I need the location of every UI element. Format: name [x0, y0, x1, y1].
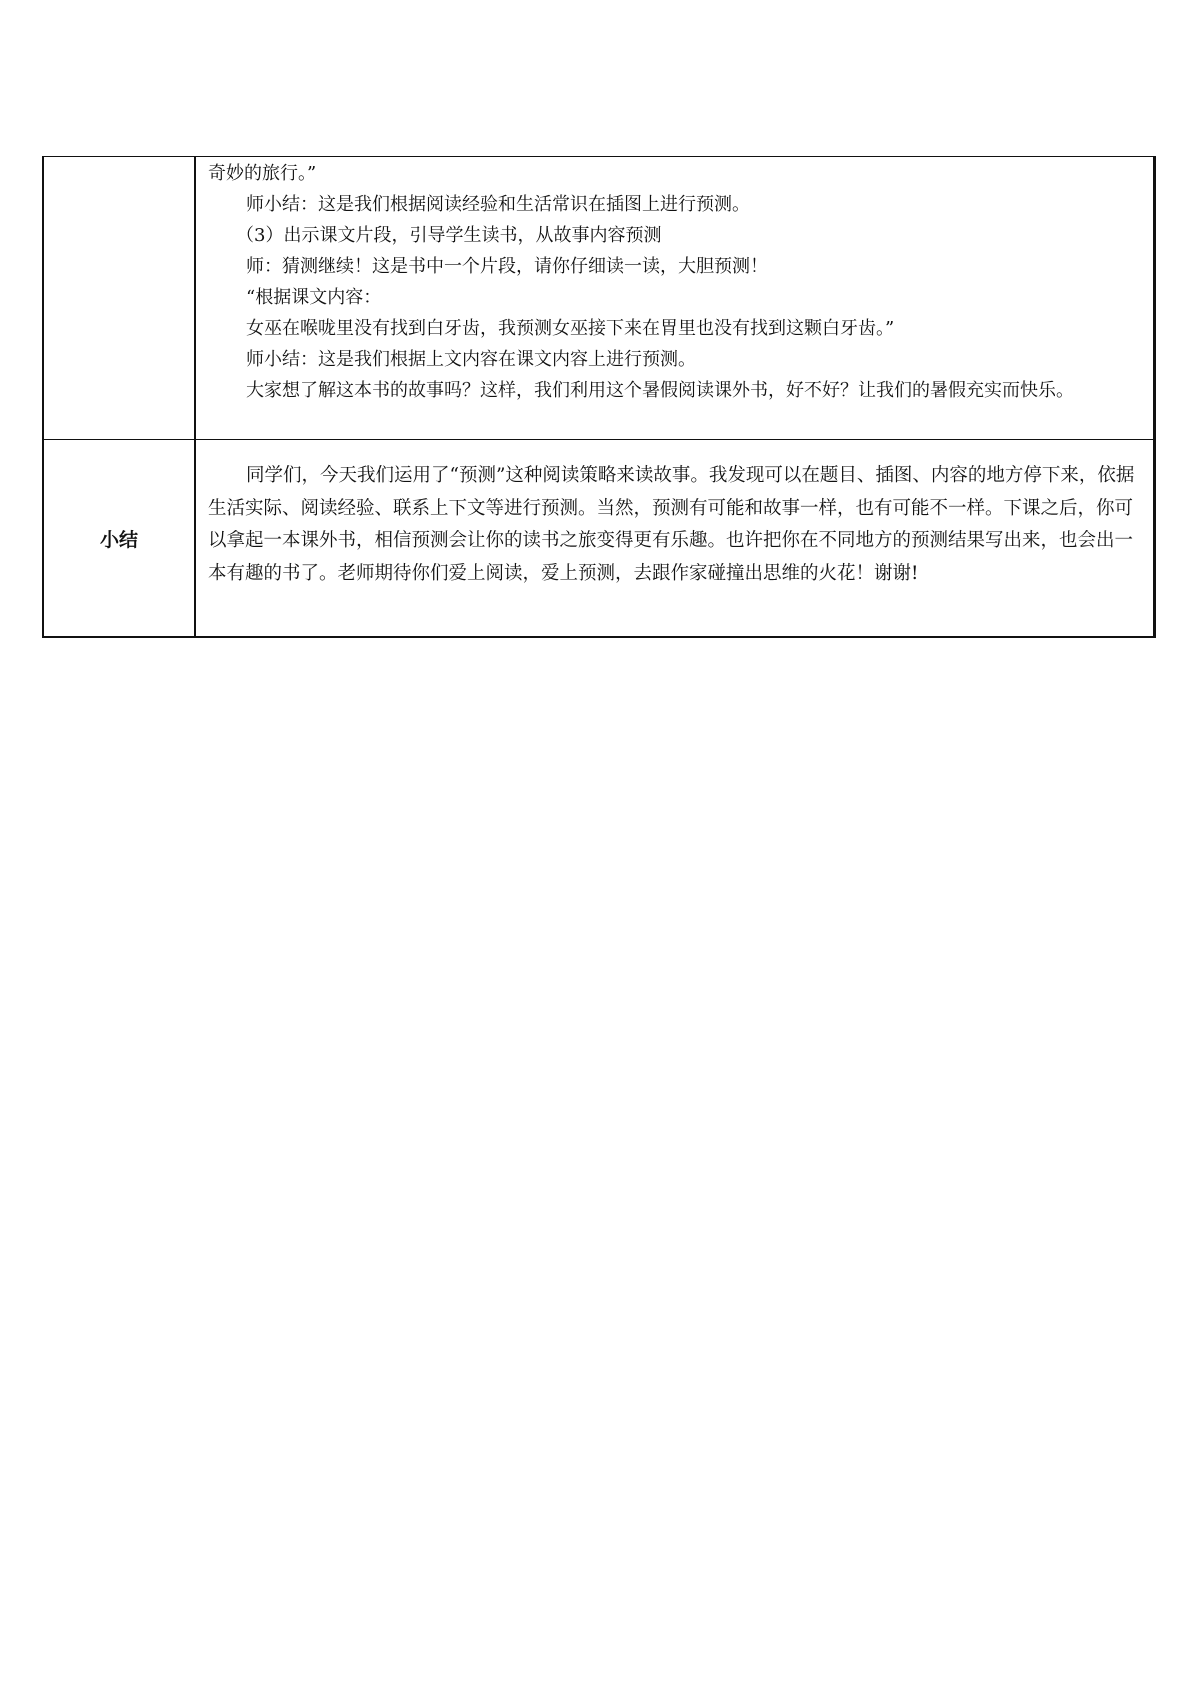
summary-label: 小结 [99, 528, 138, 551]
procedure-text [196, 157, 1153, 406]
summary-text [196, 440, 1153, 590]
lesson-plan-table [42, 156, 1156, 638]
row-label-cell-empty [43, 157, 195, 440]
table-row-summary [43, 440, 1155, 638]
summary-content-cell [195, 440, 1155, 638]
text-line-2: 师小结：这是我们根据阅读经验和生活常识在插图上进行预测。 [246, 194, 750, 215]
text-line-6: 女巫在喉咙里没有找到白牙齿，我预测女巫接下来在胃里也没有找到这颗白牙齿。” [246, 318, 895, 339]
text-line-1: 奇妙的旅行。” [208, 163, 317, 184]
text-line-8: 大家想了解这本书的故事吗？这样，我们利用这个暑假阅读课外书，好不好？让我们的暑假充实而快乐。 [246, 380, 1074, 401]
summary-paragraph: 同学们，今天我们运用了“预测”这种阅读策略来读故事。我发现可以在题目、插图、内容的地方停下来，依据生活实际、阅读经验、联系上下文等进行预测。当然，预测有可能和故事一样，也有可能不一样。下课之后，你可以拿起一本课外书，相信预测会让你的读书之旅变得更有乐趣。也许把你在不同地方的预测结果写出来，也会出一本有趣的书了。老师期待你们爱上阅读，爱上预测，去跟作家碰撞出思维的火花！谢谢! [208, 465, 1135, 584]
text-line-7: 师小结：这是我们根据上文内容在课文内容上进行预测。 [246, 349, 696, 370]
text-line-4: 师：猜测继续！这是书中一个片段，请你仔细读一读，大胆预测！ [246, 256, 768, 277]
table-row-procedure [43, 157, 1155, 440]
procedure-content-cell [195, 157, 1155, 440]
text-line-3: （3）出示课文片段，引导学生读书，从故事内容预测 [236, 225, 662, 246]
text-line-5: “根据课文内容： [246, 287, 382, 308]
summary-label-cell [43, 440, 195, 638]
